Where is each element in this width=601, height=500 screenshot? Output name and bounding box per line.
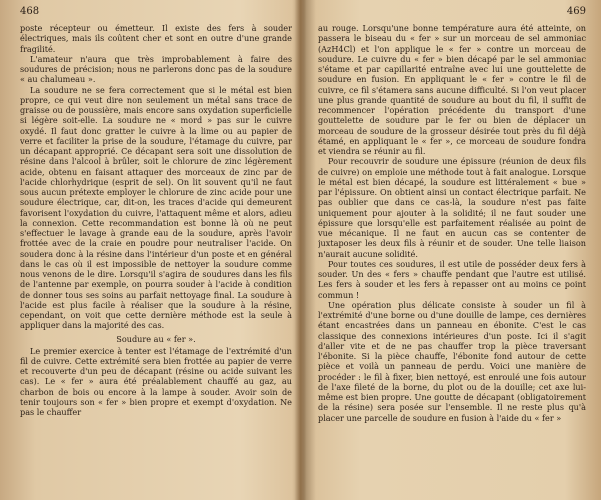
section-heading: Soudure au « fer ». xyxy=(116,333,196,344)
paragraph: L'amateur n'aura que très improbablement à faire des soudures de précision; nous ne parlerons donc pas de la soudure « au chalumeau ». xyxy=(20,53,292,85)
page-number: 468 xyxy=(20,6,40,17)
left-page xyxy=(20,6,292,496)
paragraph: Pour toutes ces soudures, il est utile de posséder deux fers à souder. Un des « fers » chauffe pendant que l'autre est utilisé. Les fers à souder et les fers à repasser ont au moins ce point commun ! xyxy=(318,258,586,300)
paragraph: poste récepteur ou émetteur. Il existe des fers à souder électriques, mais ils coûtent cher et sont en outre d'une grande fragilité. xyxy=(20,23,292,54)
page-text xyxy=(20,23,292,417)
right-page xyxy=(318,6,586,496)
paragraph: au rouge. Lorsqu'une bonne température aura été atteinte, on passera le biseau du « fer » sur un morceau de sel ammoniac (AzH4Cl) et l'on applique le « fer » contre un morceau de soudure. Le cuivre du « fer » bien décapé par le sel ammoniac s'étame et par capillarité entraîne avec lui une gouttelette de soudure en fusion. En appliquant le « fer » contre le fil de cuivre, ce fil s'étamera sans aucune difficulté. Si l'on veut placer une plus grande quantité de soudure au bout du fil, il suffit de recommencer l'opération précédente du transport d'une gouttelette de soudure par le fer ou bien de déplacer un morceau de soudure de la grosseur désirée tout près du fil déjà étamé, en appliquant le « fer », ce morceau de soudure fondra et viendra se réunir au fil. xyxy=(318,23,586,156)
paragraph: La soudure ne se fera correctement que si le métal est bien propre, ce qui veut dire non seulement un métal sans trace de graisse ou de poussière, mais encore sans oxydation superficielle si légère soit-elle. La soudure ne « mord » pas sur le cuivre oxydé. Il faut donc gratter le cuivre à la lime ou au papier de verre et faciliter la prise de la soudure, l'étamage du cuivre, par un décapant approprié. Ce décapant sera soit une dissolution de résine dans l'alcool à brûler, soit le chlorure de zinc légèrement acide, obtenu en faisant attaquer des morceaux de zinc par de l'acide chlorhydrique (esprit de sel). On lit souvent qu'il ne faut sous aucun prétexte employer le chlorure de zinc acide pour une soudure électrique, car, dit-on, les traces d'acide qui demeurent favorisent l'oxydation du cuivre, l'attaquent même et alors, adieu la connexion. Cette recommandation est bonne là où ne peut s'effectuer le lavage à grande eau de la soudure, après l'avoir frottée avec de la craie en poudre pour neutraliser l'acide. On soudera donc à la résine dans l'intérieur d'un poste et en général dans le cas où il est impossible de nettoyer la soudure comme nous venons de le dire. Lorsqu'il s'agira de soudures dans les fils de l'antenne par exemple, on pourra souder à l'acide à condition de donner tous ses soins au parfait nettoyage final. La soudure à l'acide est plus facile à réaliser que la soudure à la résine, cependant, on voit que cette dernière méthode est la seule à appliquer dans la majorité des cas. xyxy=(20,84,292,331)
book-gutter xyxy=(292,0,316,500)
paragraph: Le premier exercice à tenter est l'étamage de l'extrémité d'un fil de cuivre. Cette extrémité sera bien frottée au papier de verre et recouverte d'un peu de décapant (résine ou acide suivant les cas). Le « fer » aura été préalablement chauffé au gaz, au charbon de bois ou encore à la lampe à souder. Avoir soin de tenir toujours son « fer » bien propre et exempt d'oxydation. Ne pas le chauffer xyxy=(20,345,292,417)
page-text xyxy=(318,23,586,423)
page-number: 469 xyxy=(566,6,586,17)
paragraph: Une opération plus délicate consiste à souder un fil à l'extrémité d'une borne ou d'une douille de lampe, ces dernières étant encastrées dans un panneau en ébonite. C'est le cas classique des connexions intérieures d'un poste. Ici il s'agit d'aller vite et de ne pas chauffer trop la pièce traversant l'ébonite. Si la pièce chauffe, l'ébonite fond autour de cette pièce et voilà un panneau de perdu. Voici une manière de procéder : le fil à fixer, bien nettoyé, est enroulé une fois autour de l'axe fileté de la borne, du plot ou de la douille; cet axe lui-même est bien propre. Une goutte de décapant (obligatoirement de la résine) sera posée sur l'ensemble. Il ne reste plus qu'à placer une parcelle de soudure en fusion à l'aide du « fer » xyxy=(318,299,586,423)
paragraph: Pour recouvrir de soudure une épissure (réunion de deux fils de cuivre) on emploie une méthode tout à fait analogue. Lorsque le métal est bien décapé, la soudure est littéralement « bue » par l'épissure. On obtient ainsi un contact électrique parfait. Ne pas oublier que dans ce cas-là, la soudure n'est pas faite uniquement pour ajouter à la solidité; il ne faut souder une épissure que lorsqu'elle est parfaitement réalisée au point de vue mécanique. Il ne faut en aucun cas se contenter de juxtaposer les deux fils à réunir et de souder. Une telle liaison n'aurait aucune solidité. xyxy=(318,156,586,259)
